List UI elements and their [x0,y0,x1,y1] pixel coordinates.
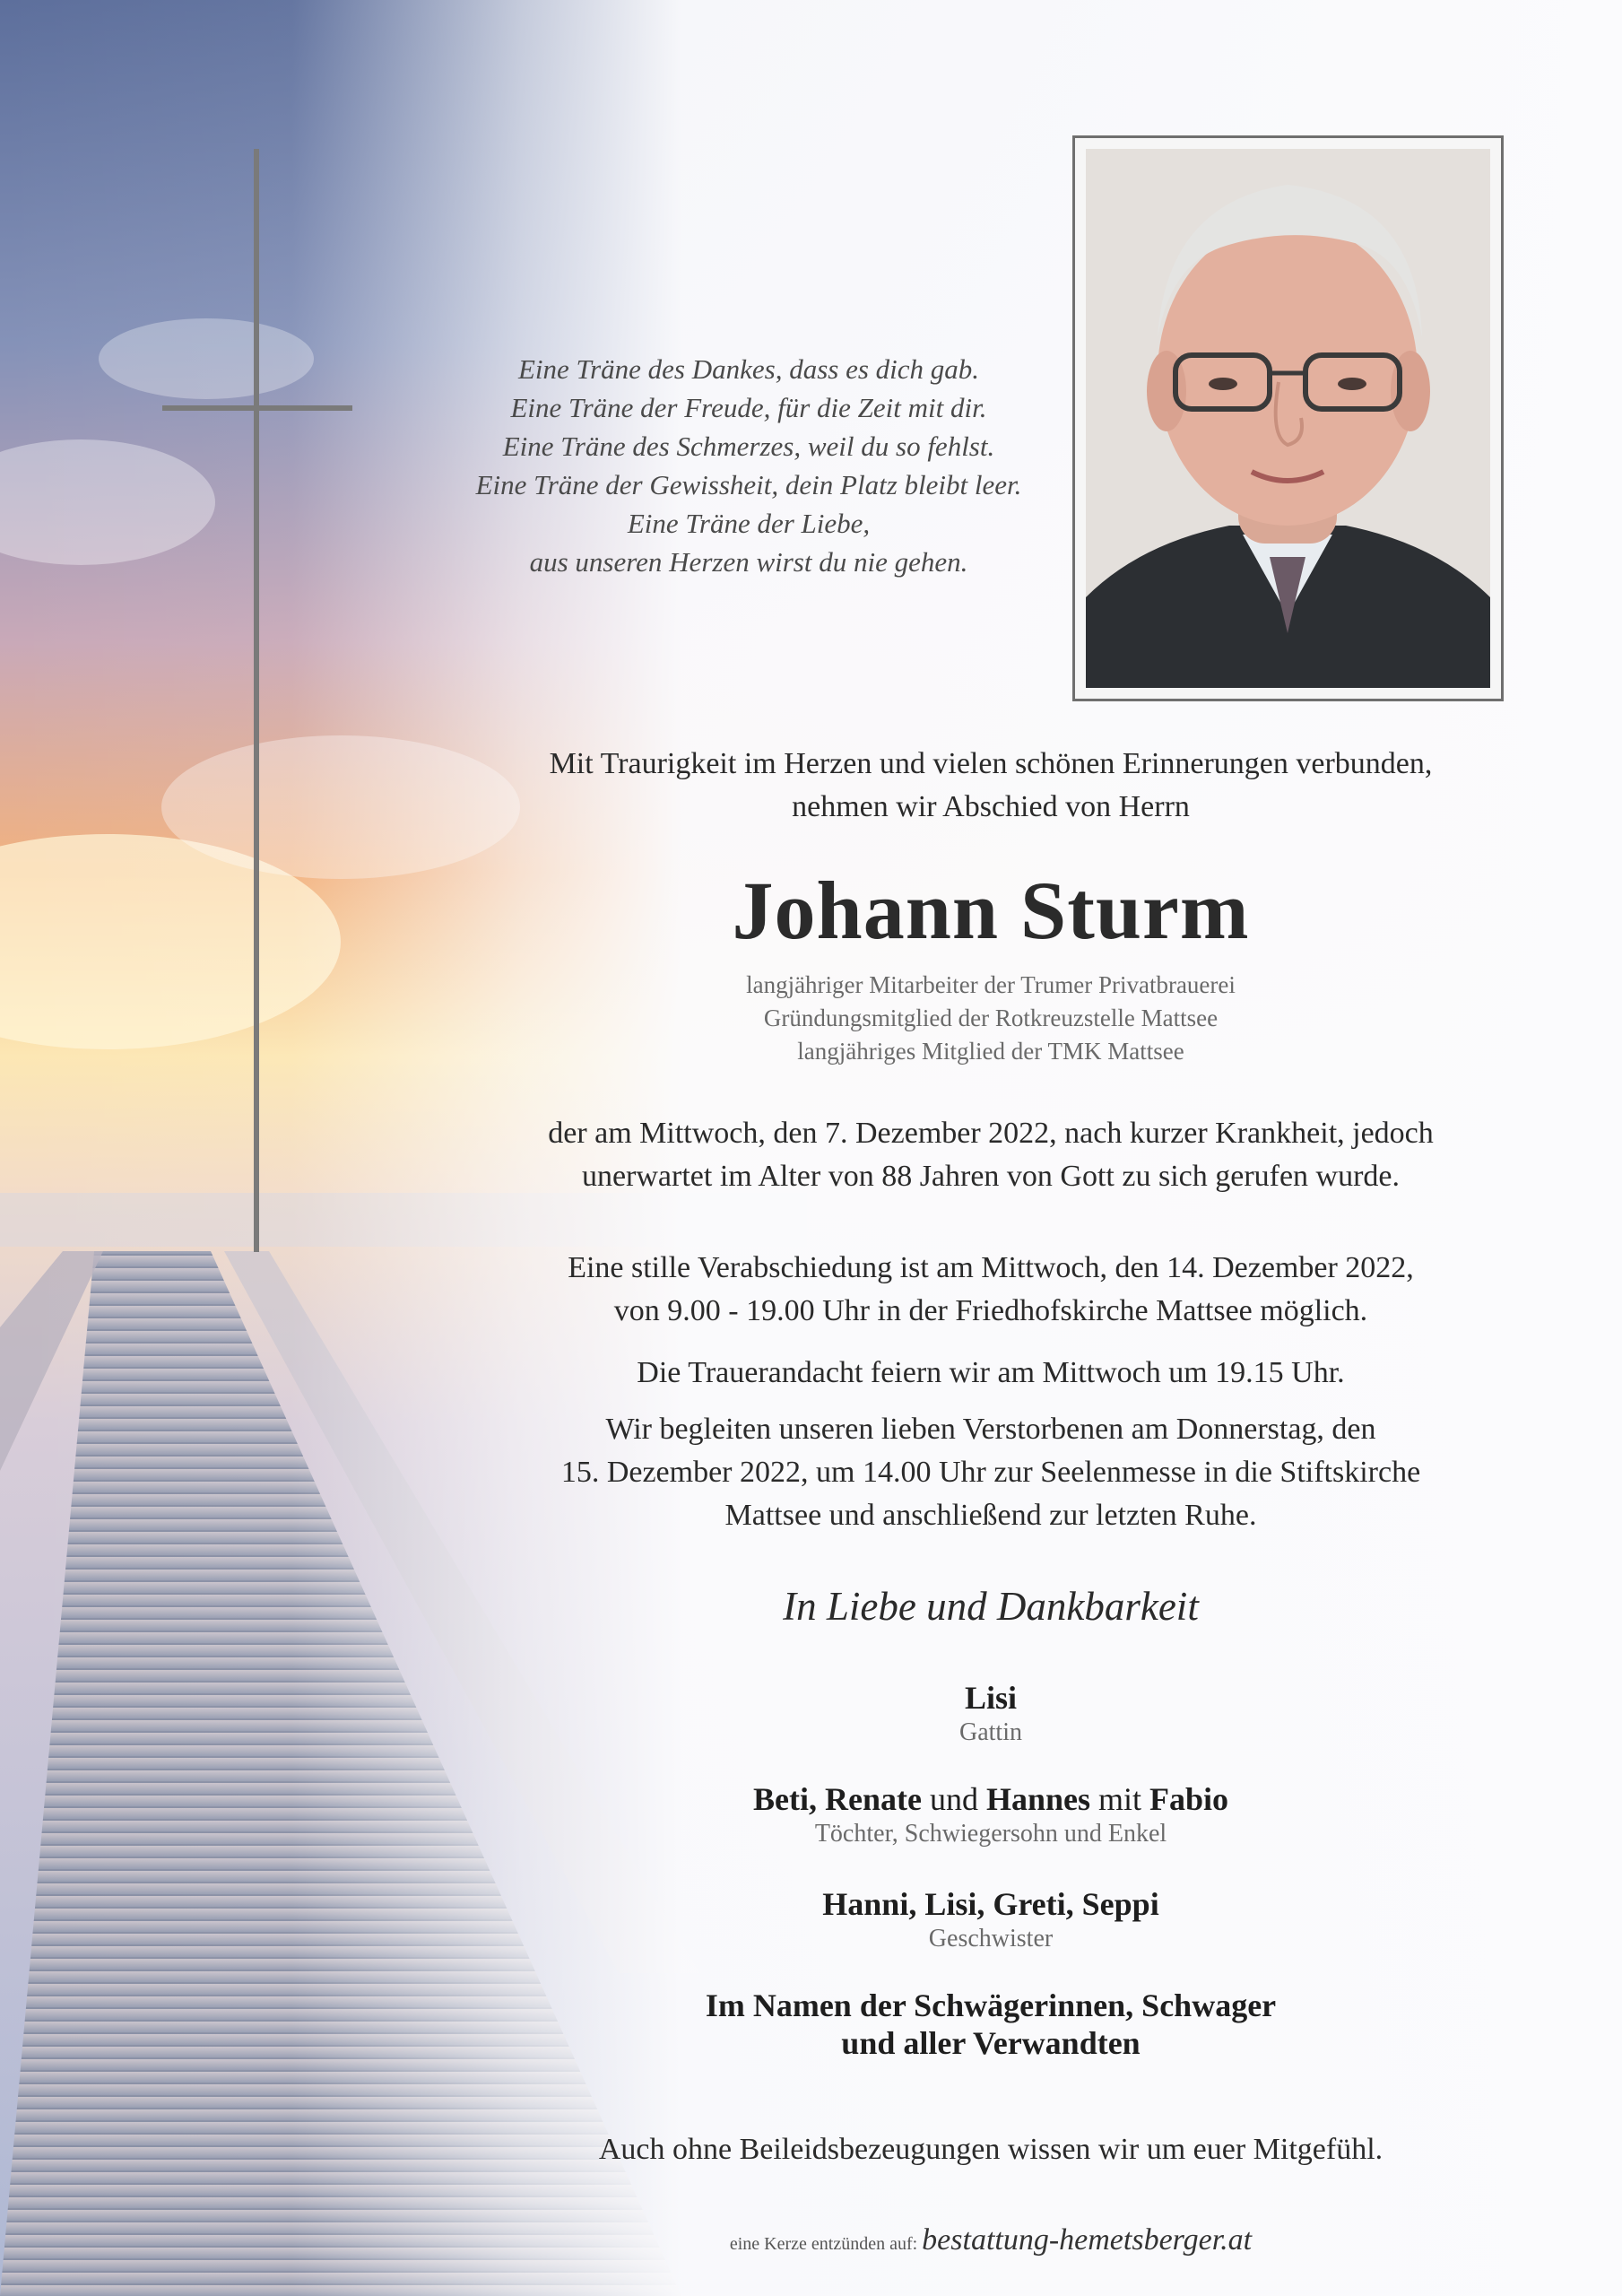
funeral-line: 15. Dezember 2022, um 14.00 Uhr zur Seelenmesse in die Stiftskirche [560,1456,1421,1489]
mourner-relation: Gattin [959,1718,1022,1746]
role-line: Gründungsmitglied der Rotkreuzstelle Mattsee [763,1004,1219,1031]
gratitude-heading: In Liebe und Dankbarkeit [783,1584,1199,1629]
mourner-name: Lisi [964,1680,1018,1716]
website-link[interactable]: bestattung-hemetsberger.at [922,2223,1253,2257]
memorial-poem [448,350,1049,581]
poem-line: Eine Träne des Schmerzes, weil du so fehlst. [502,430,995,462]
mourner-name-joiner: und [921,1781,986,1817]
deceased-name: Johann Sturm [732,865,1250,956]
deceased-roles [475,969,1506,1068]
mourner-name [475,1780,1506,1818]
viewing-line: Eine stille Verabschiedung ist am Mittwoch, den 14. Dezember 2022, [568,1251,1414,1284]
death-notice-line: der am Mittwoch, den 7. Dezember 2022, nach kurzer Krankheit, jedoch [548,1117,1434,1150]
intro-text [475,743,1506,829]
intro-line: Mit Traurigkeit im Herzen und vielen schönen Erinnerungen verbunden, [549,747,1433,780]
death-notice-line: unerwartet im Alter von 88 Jahren von Gott zu sich gerufen wurde. [581,1160,1401,1193]
viewing-notice [475,1247,1506,1333]
poem-line: Eine Träne der Liebe, [627,508,871,539]
poem-line: Eine Träne der Gewissheit, dein Platz bleibt leer. [475,469,1022,500]
mourner-relation: Geschwister [928,1925,1054,1952]
prayer-notice: Die Trauerandacht feiern wir am Mittwoch um 19.15 Uhr. [637,1356,1345,1389]
role-line: langjähriger Mitarbeiter der Trumer Privatbrauerei [746,971,1236,998]
death-notice [475,1112,1506,1198]
mourner-name: Im Namen der Schwägerinnen, Schwager [705,1987,1277,2023]
mourner-relatives [475,1987,1506,2062]
poem-line: aus unseren Herzen wirst du nie gehen. [529,546,968,578]
mourner-spouse [475,1679,1506,1749]
poem-line: Eine Träne des Dankes, dass es dich gab. [517,353,980,385]
portrait-photo [1086,149,1490,688]
mourner-name-joiner: mit [1089,1781,1149,1817]
cross-vertical-bar [254,149,259,1252]
mourner-siblings [475,1885,1506,1955]
footer-prefix: eine Kerze entzünden auf: [729,2234,918,2254]
role-line: langjähriges Mitglied der TMK Mattsee [797,1038,1184,1065]
funeral-line: Wir begleiten unseren lieben Verstorbenen am Donnerstag, den [605,1413,1376,1446]
mourner-name-part: Beti, Renate [752,1781,922,1817]
mourner-name: Hanni, Lisi, Greti, Seppi [822,1886,1159,1922]
mourner-children [475,1780,1506,1850]
mourner-name: und aller Verwandten [841,2025,1141,2061]
portrait-frame [1072,135,1504,701]
funeral-line: Mattsee und anschließend zur letzten Ruhe. [724,1499,1257,1532]
closing-note: Auch ohne Beileidsbezeugungen wissen wir um euer Mitgefühl. [598,2133,1383,2166]
mourner-name-part: Fabio [1149,1781,1229,1817]
footer [475,2222,1506,2262]
funeral-notice [475,1408,1506,1537]
mourner-name-part: Hannes [985,1781,1090,1817]
poem-line: Eine Träne der Freude, für die Zeit mit dir. [510,392,987,423]
intro-line: nehmen wir Abschied von Herrn [792,790,1190,823]
cross-horizontal-bar [162,405,352,411]
mourner-relation: Töchter, Schwiegersohn und Enkel [814,1820,1167,1848]
viewing-line: von 9.00 - 19.00 Uhr in der Friedhofskirche Mattsee möglich. [613,1294,1368,1327]
